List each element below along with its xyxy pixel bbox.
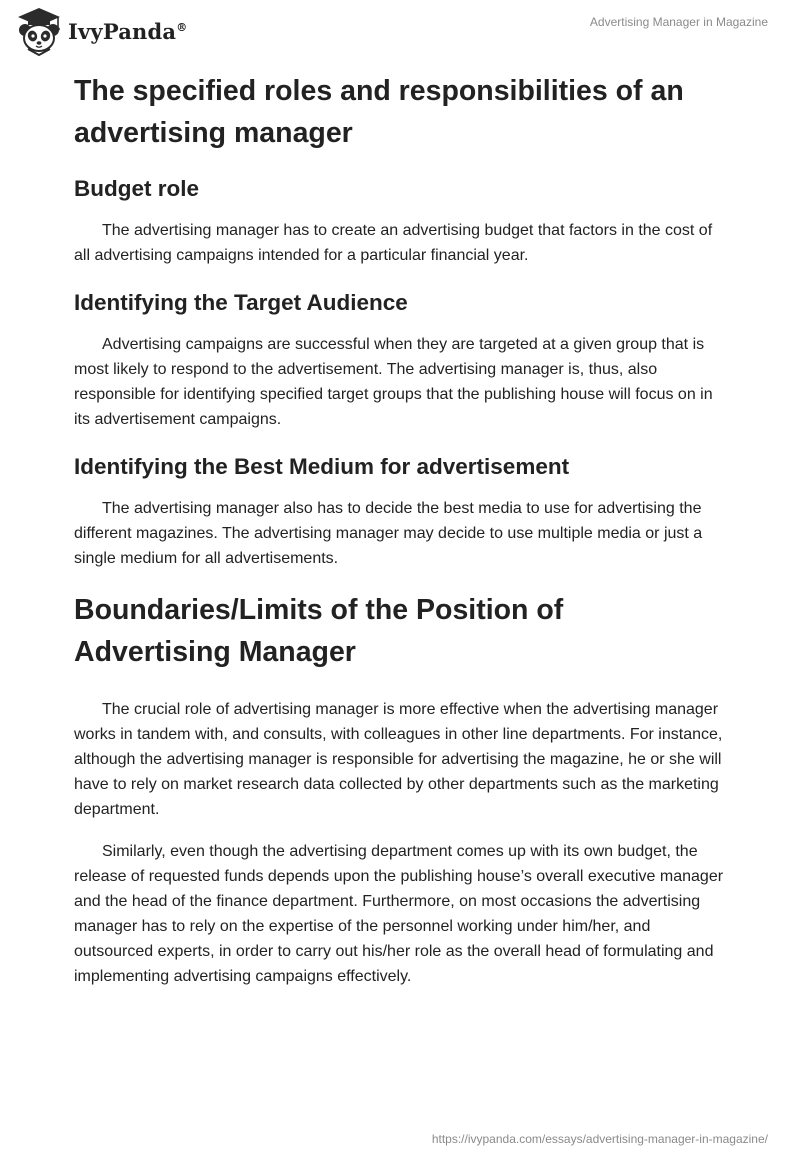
page-header bbox=[0, 0, 800, 64]
source-url[interactable]: https://ivypanda.com/essays/advertising-manager-in-magazine/ bbox=[431, 1132, 768, 1146]
section-heading-roles: The specified roles and responsibilities of an advertising manager bbox=[74, 75, 684, 149]
paragraph: Advertising campaigns are successful when they are targeted at a given group that is most likely to respond to the advertisement. The advertising manager is, thus, also responsible for identifying specified target groups that the publishing house will focus on in its advertisement campaigns. bbox=[74, 336, 713, 428]
paragraph: The advertising manager has to create an advertising budget that factors in the cost of all advertising campaigns intended for a particular financial year. bbox=[74, 222, 713, 264]
subsection-heading-target-audience: Identifying the Target Audience bbox=[74, 290, 408, 315]
subsection-heading-budget: Budget role bbox=[74, 176, 200, 201]
paragraph: The crucial role of advertising manager is more effective when the advertising manager works in tandem with, and consults, with colleagues in other line departments. For instance, although the advertising manager is responsible for advertising the magazine, he or she will have to rely on market research data collected by other departments such as the marketing department. bbox=[74, 701, 723, 818]
panda-graduate-icon bbox=[14, 6, 64, 56]
paragraph: The advertising manager also has to decide the best media to use for advertising the different magazines. The advertising manager may decide to use multiple media or just a single medium for all advertisements. bbox=[74, 500, 703, 567]
brand-logo[interactable] bbox=[14, 6, 187, 56]
brand-name: IvyPanda® bbox=[68, 18, 188, 44]
subsection-heading-best-medium: Identifying the Best Medium for advertisement bbox=[74, 454, 570, 479]
document-title: Advertising Manager in Magazine bbox=[589, 15, 768, 29]
section-heading-boundaries: Boundaries/Limits of the Position of Advertising Manager bbox=[74, 594, 564, 668]
paragraph: Similarly, even though the advertising department comes up with its own budget, the release of requested funds depends upon the publishing house’s overall executive manager and the head of the finance department. Furthermore, on most occasions the advertising manager has to rely on the expertise of the personnel working under him/her, and outsourced experts, in order to carry out his/her role as the overall head of formulating and implementing advertising campaigns effectively. bbox=[74, 843, 724, 985]
essay-content bbox=[74, 70, 726, 989]
